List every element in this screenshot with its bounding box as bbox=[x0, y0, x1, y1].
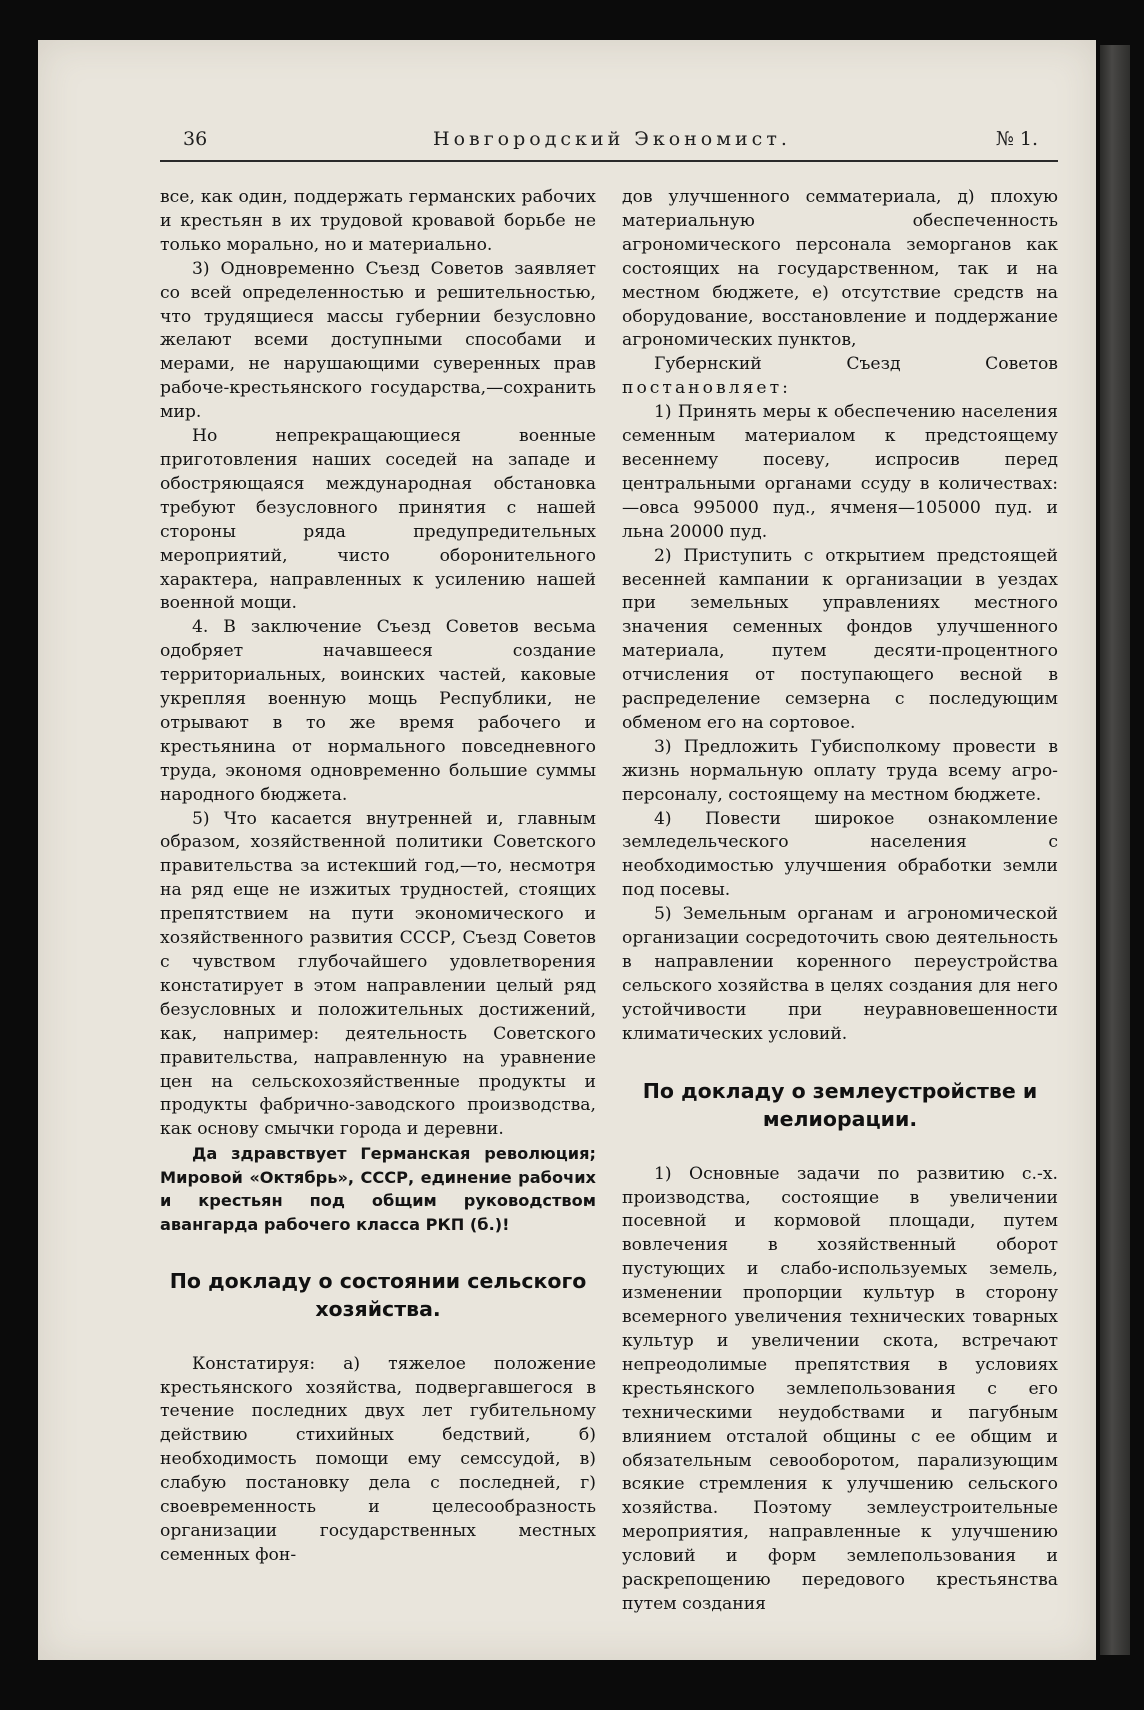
paragraph: 4. В заключение Съезд Советов весьма одобряет начавшееся создание территориальных, воинских частей, каковые укрепляя военную мощь Республики, не отрывают в то же время рабочего и крестьянина от нормального повседневного труда, экономя одновременно большие суммы народного бюджета. bbox=[160, 617, 596, 805]
paragraph: 3) Предложить Губисполкому провести в жизнь нормальную оплату труда всему агро-персоналу, состоящему на местном бюджете. bbox=[622, 736, 1058, 805]
paragraph: все, как один, поддержать германских рабочих и крестьян в их трудовой кровавой борьбе не только морально, но и материально. bbox=[160, 187, 596, 255]
page-number: 36 bbox=[183, 128, 208, 150]
resolution-verb: постановляет: bbox=[622, 378, 791, 399]
paragraph: 1) Основные задачи по развитию с.-х. производства, состоящие в увеличении посевной и кормовой площади, путем вовлечения в хозяйственный оборот пустующих и слабо-используемых земель, изменении пропорции культур в сторону всемерного увеличения технических товарных культур и увеличении скота, встречают непреодолимые препятствия в условиях крестьянского землепользования с его техническими неудобствами и пагубным влиянием отсталой общины с ее общим и обязательным севооборотом, парализующим всякие стремления к улучшению сельского хозяйства. Поэтому землеустроительные мероприятия, направленные к улучшению условий и форм землепользования и раскрепощению передового крестьянства путем создания bbox=[622, 1163, 1058, 1614]
header-rule bbox=[160, 160, 1058, 162]
paragraph: Констатируя: а) тяжелое положение крестьянского хозяйства, подвергавшегося в течение последних двух лет губительному действию стихийных бедствий, б) необходимость помощи ему семссудой, в) слабую постановку дела с последней, г) своевременность и целесообразность организации государственных местных семенных фон- bbox=[160, 1353, 596, 1565]
paragraph: 5) Что касается внутренней и, главным образом, хозяйственной политики Советского правительства за истекший год,—то, несмотря на ряд еще не изжитых трудностей, стоящих препятствием на пути экономического и хозяйственного развития СССР, Съезд Советов с чувством глубочайшего удовлетворения констатирует в этом направлении целый ряд безусловных и положительных достижений, как, например: деятельность Советского правительства, направленную на уравнение цен на сельскохозяйственные продукты и продукты фабрично-заводского производства, как основу смычки города и деревни. bbox=[160, 808, 596, 1140]
resolution-intro-text: Губернский Съезд Советов bbox=[654, 354, 1058, 375]
paragraph: 2) Приступить с открытием предстоящей весенней кампании к организации в уездах при земельных управлениях местного значения семенных фондов улучшенного материала, путем десяти-процентного отчисления от поступающего весной в распределение семзерна с последующим обменом его на сортовое. bbox=[622, 545, 1058, 733]
paragraph: 4) Повести широкое ознакомление земледельческого населения с необходимостью улучшения обработки земли под посевы. bbox=[622, 808, 1058, 901]
paragraph: 3) Одновременно Съезд Советов заявляет со всей определенностью и решительностью, что трудящиеся массы губернии безусловно желают всеми доступными способами и мерами, не нарушающими суверенных прав рабоче-крестьянского государства,—сохранить мир. bbox=[160, 258, 596, 423]
adjacent-page-edge bbox=[1100, 45, 1130, 1655]
paragraph: дов улучшенного семматериала, д) плохую материальную обеспеченность агрономического персонала земорганов как состоящих на государственном, так и на местном бюджете, е) отсутствие средств на оборудование, восстановление и поддержание агрономических пунктов, bbox=[622, 187, 1058, 351]
paragraph: 5) Земельным органам и агрономической организации сосредоточить свою деятельность в направлении коренного переустройства сельского хозяйства в целях создания для него устойчивости при неуравновешенности климатических условий. bbox=[622, 904, 1058, 1044]
resolution-intro bbox=[622, 353, 1058, 401]
issue-number: № 1. bbox=[995, 128, 1038, 150]
section-heading: По докладу о состоянии сельского хозяйства. bbox=[169, 1268, 587, 1321]
paragraph: Но непрекращающиеся военные приготовления наших соседей на западе и обостряющаяся международная обстановка требуют безусловного принятия с нашей стороны ряда предупредительных мероприятий, чисто оборонительного характера, направленных к усилению нашей военной мощи. bbox=[160, 426, 596, 614]
journal-title: Новгородский Экономист. bbox=[433, 128, 791, 150]
right-column bbox=[622, 186, 1058, 1617]
page-header bbox=[183, 128, 1058, 160]
left-column bbox=[160, 186, 596, 1568]
paragraph: 1) Принять меры к обеспечению населения семенным материалом к предстоящему весеннему посеву, испросив перед центральными органами ссуду в количествах:—овса 995000 пуд., ячменя—105000 пуд. и льна 20000 пуд. bbox=[622, 402, 1058, 542]
section-heading: По докладу о землеустройстве и мелиорации. bbox=[642, 1078, 1038, 1131]
slogan: Да здравствует Германская революция; Мировой «Октябрь», СССР, единение рабочих и крестьян под общим руководством авангарда рабочего класса РКП (б.)! bbox=[160, 1144, 596, 1235]
